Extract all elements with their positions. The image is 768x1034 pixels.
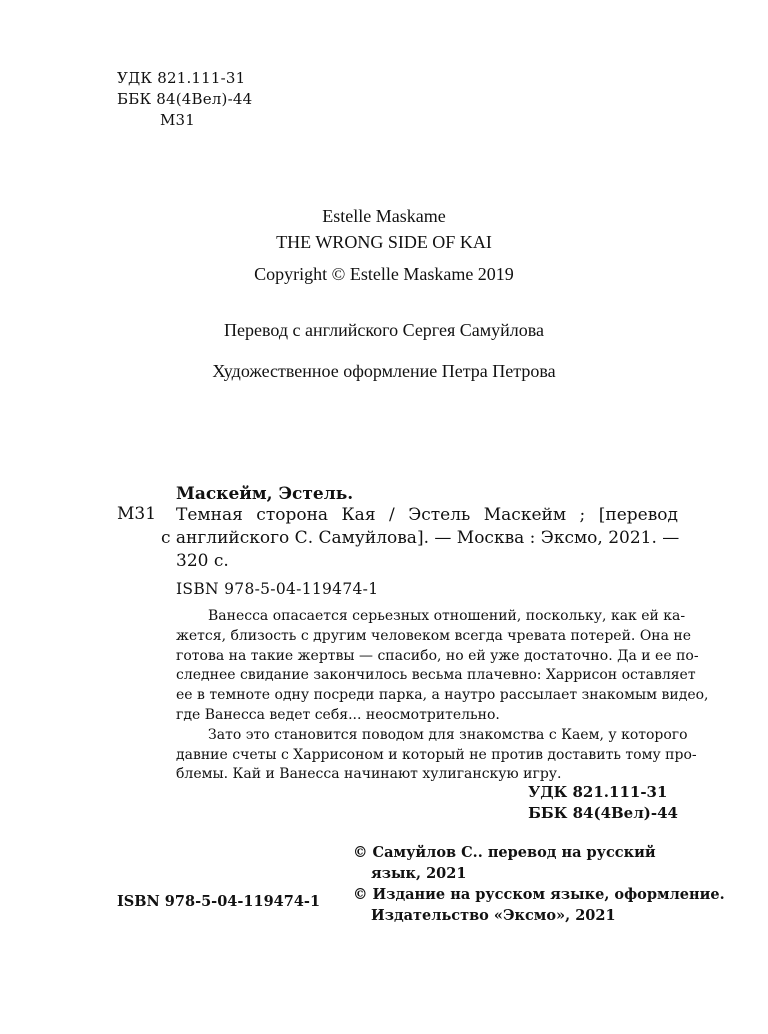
annotation-line: Ванесса опасается серьезных отношений, поскольку, как ей ка- (208, 608, 686, 624)
footer-bbk: ББК 84(4Вел)-44 (528, 804, 678, 822)
annotation-line: ее в темноте одну посреди парка, а наутро рассылает знакомым видео, (176, 687, 709, 704)
translator-copyright: © Самуйлов С.. перевод на русский (353, 844, 656, 861)
annotation-line: готова на такие жертвы — спасибо, но ей уже достаточно. Да и ее по- (176, 647, 699, 664)
footer-udk: УДК 821.111-31 (528, 783, 668, 801)
annotation-line: где Ванесса ведет себя... неосмотрительно. (176, 706, 500, 723)
annotation (176, 607, 709, 785)
catalog-description (161, 504, 680, 573)
annotation-line: давние счеты с Харрисоном и который не против доставить тому про- (176, 746, 697, 763)
annotation-line: жется, близость с другим человеком всегда чревата потерей. Она не (176, 627, 692, 644)
footer-codes (528, 782, 678, 824)
catalog-author-heading: Маскейм, Эстель. (176, 484, 354, 504)
annotation-line: следнее свидание закончилось весьма плачевно: Харрисон оставляет (176, 667, 696, 684)
translator-copyright-cont: язык, 2021 (371, 865, 467, 882)
catalog-description-line: 320 с. (176, 551, 229, 571)
header-bbk: ББК 84(4Вел)-44 (117, 90, 253, 108)
isbn-bottom: ISBN 978-5-04-119474-1 (117, 893, 321, 910)
annotation-line: блемы. Кай и Ванесса начинают хулиганскую игру. (176, 766, 562, 783)
catalog-mark: М31 (117, 504, 157, 524)
translation-credit: Перевод с английского Сергея Самуйлова (224, 320, 544, 340)
publisher-copyright: © Издание на русском языке, оформление. (353, 886, 725, 903)
header-udk: УДК 821.111-31 (117, 69, 246, 87)
catalog-description-line: с английского С. Самуйлова]. — Москва : Эксмо, 2021. — (161, 528, 680, 548)
copyright-notices (353, 842, 725, 926)
catalog-isbn: ISBN 978-5-04-119474-1 (176, 580, 379, 598)
original-author: Estelle Maskame (322, 206, 446, 226)
header-author-mark: М31 (160, 111, 196, 129)
original-copyright: Copyright © Estelle Maskame 2019 (254, 264, 514, 284)
annotation-line: Зато это становится поводом для знакомства с Каем, у которого (208, 726, 688, 743)
original-title: THE WRONG SIDE OF KAI (276, 232, 492, 252)
catalog-description-line: Темная сторона Кая / Эстель Маскейм ; [перевод (176, 505, 678, 525)
design-credit: Художественное оформление Петра Петрова (212, 361, 556, 381)
publisher-copyright-cont: Издательство «Эксмо», 2021 (371, 907, 616, 924)
